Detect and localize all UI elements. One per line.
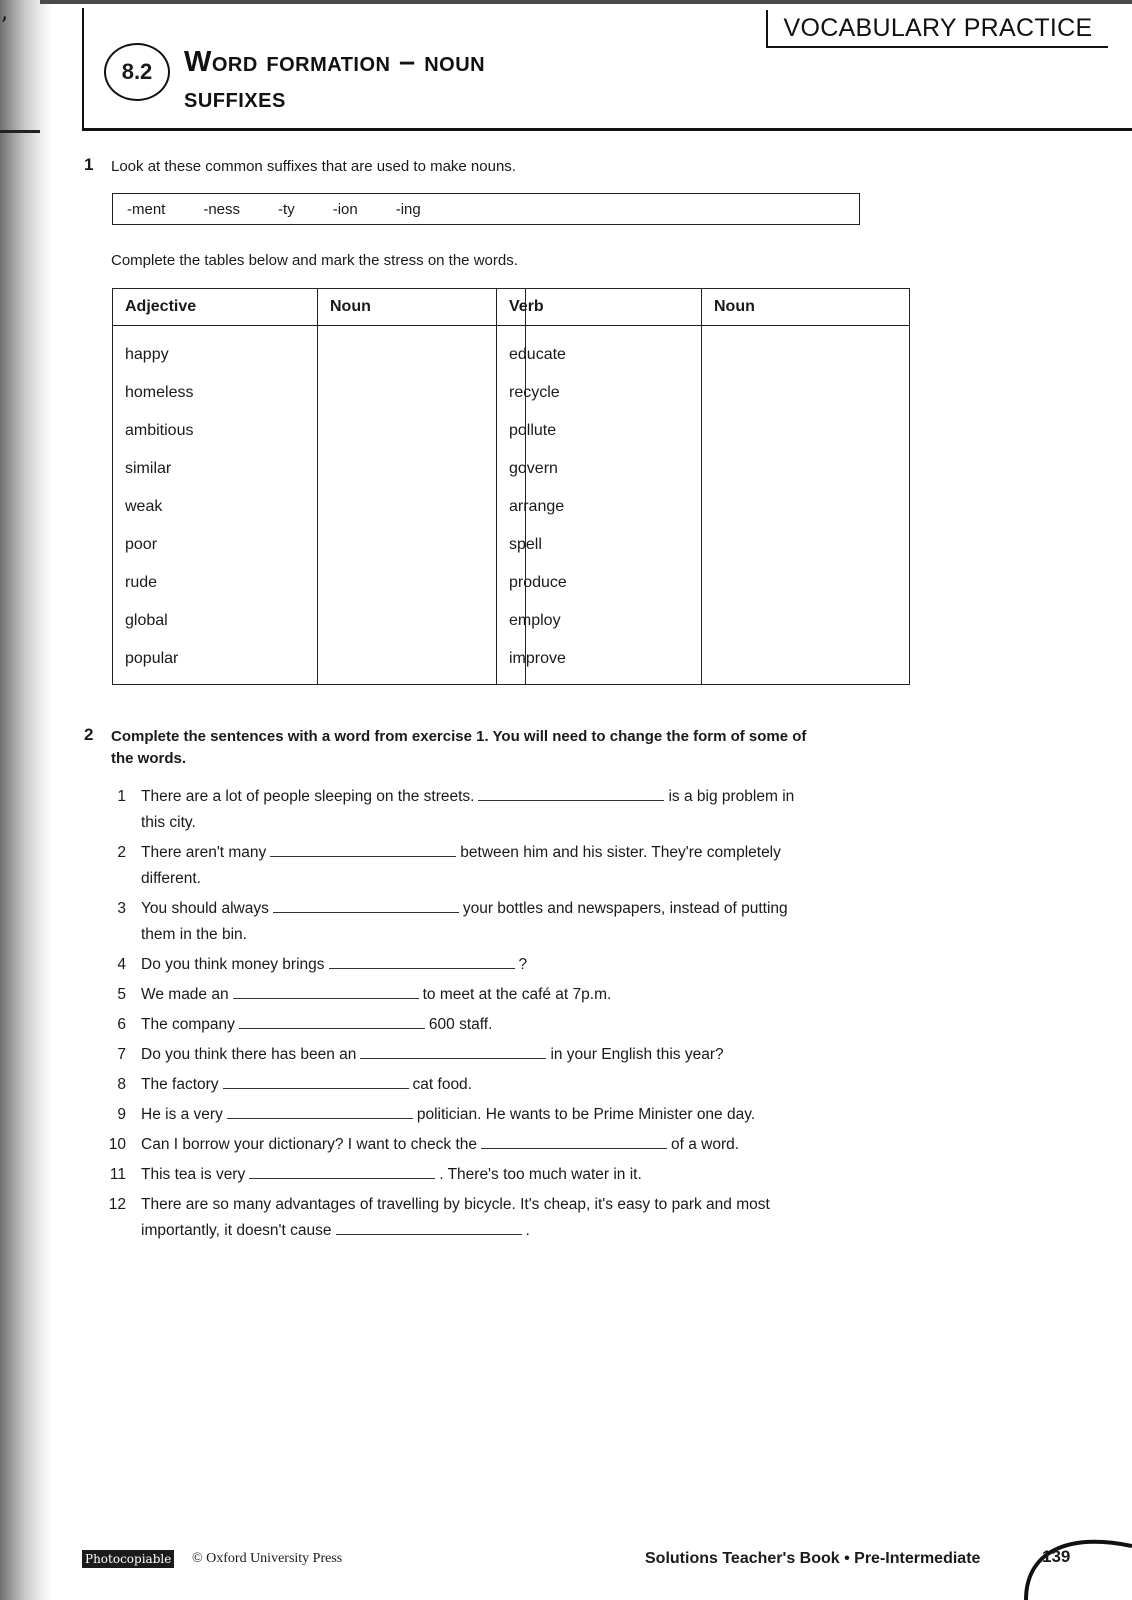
sentence-item bbox=[100, 1192, 860, 1244]
page-edge-mark: ʼ bbox=[0, 14, 7, 39]
exercise-2-instruction bbox=[111, 726, 871, 770]
sentence-text-after: between him and his sister. They're completely bbox=[460, 844, 781, 861]
section-label: VOCABULARY PRACTICE bbox=[766, 10, 1108, 48]
verb-cell: govern bbox=[497, 450, 702, 488]
sentence-text-before: There are a lot of people sleeping on the streets. bbox=[141, 788, 475, 805]
sentence-text-continued: this city. bbox=[141, 814, 196, 831]
sentence-text-continued: different. bbox=[141, 870, 202, 887]
page-edge-rule bbox=[0, 130, 40, 133]
sentence-item bbox=[100, 1132, 860, 1158]
table-row bbox=[497, 374, 910, 412]
sentence-number: 3 bbox=[117, 900, 126, 917]
sentence-text-after: ? bbox=[518, 956, 528, 973]
noun-answer-cell[interactable] bbox=[702, 602, 910, 640]
sentence-item bbox=[100, 840, 860, 892]
table-row bbox=[113, 564, 526, 602]
table-row bbox=[113, 412, 526, 450]
noun-answer-cell[interactable] bbox=[318, 412, 526, 450]
sentence-number: 12 bbox=[108, 1196, 126, 1213]
noun-answer-cell[interactable] bbox=[318, 450, 526, 488]
table-row bbox=[497, 488, 910, 526]
table-row bbox=[497, 564, 910, 602]
noun-answer-cell[interactable] bbox=[702, 564, 910, 602]
answer-blank[interactable] bbox=[360, 1042, 546, 1059]
answer-blank[interactable] bbox=[329, 952, 515, 969]
verb-cell: arrange bbox=[497, 488, 702, 526]
sentence-number: 5 bbox=[117, 986, 126, 1003]
verb-cell: educate bbox=[497, 326, 702, 375]
sentence-item bbox=[100, 784, 860, 836]
sentence-text-continued: them in the bin. bbox=[141, 926, 247, 943]
answer-blank[interactable] bbox=[249, 1162, 435, 1179]
noun-answer-cell[interactable] bbox=[702, 640, 910, 685]
sentence-list bbox=[100, 784, 860, 1248]
table-row bbox=[497, 450, 910, 488]
sentence-number: 8 bbox=[117, 1076, 126, 1093]
unit-number-badge: 8.2 bbox=[104, 43, 170, 101]
adjective-cell: rude bbox=[113, 564, 318, 602]
sentence-text-before: He is a very bbox=[141, 1106, 223, 1123]
sentence-text-before: This tea is very bbox=[141, 1166, 246, 1183]
sentence-number: 2 bbox=[117, 844, 126, 861]
answer-blank[interactable] bbox=[233, 982, 419, 999]
sentence-item bbox=[100, 896, 860, 948]
page-binding-shadow bbox=[0, 0, 52, 1600]
table-row bbox=[113, 488, 526, 526]
verb-cell: recycle bbox=[497, 374, 702, 412]
top-rule bbox=[40, 0, 1132, 4]
verb-cell: spell bbox=[497, 526, 702, 564]
column-header-noun: Noun bbox=[318, 289, 526, 326]
adjective-cell: homeless bbox=[113, 374, 318, 412]
noun-answer-cell[interactable] bbox=[702, 450, 910, 488]
exercise-1-number: 1 bbox=[84, 155, 94, 174]
book-title: Solutions Teacher's Book • Pre-Intermediate bbox=[645, 1550, 981, 1567]
answer-blank[interactable] bbox=[273, 896, 459, 913]
suffix-ing: -ing bbox=[395, 200, 421, 218]
answer-blank[interactable] bbox=[336, 1218, 522, 1235]
answer-blank[interactable] bbox=[270, 840, 456, 857]
table-row bbox=[113, 526, 526, 564]
sentence-item bbox=[100, 1042, 860, 1068]
noun-answer-cell[interactable] bbox=[318, 526, 526, 564]
sentence-text-after: politician. He wants to be Prime Minister one day. bbox=[416, 1106, 756, 1123]
sentence-text-after: cat food. bbox=[412, 1076, 472, 1093]
adjective-cell: happy bbox=[113, 326, 318, 375]
noun-answer-cell[interactable] bbox=[702, 526, 910, 564]
table-row bbox=[113, 326, 526, 375]
sentence-text-before: There aren't many bbox=[141, 844, 267, 861]
exercise-1-instruction: Look at these common suffixes that are used to make nouns. bbox=[111, 158, 516, 175]
sentence-number: 11 bbox=[109, 1166, 126, 1183]
sentence-number: 6 bbox=[117, 1016, 126, 1033]
noun-answer-cell[interactable] bbox=[702, 374, 910, 412]
column-header-noun: Noun bbox=[702, 289, 910, 326]
sentence-text-after: is a big problem in bbox=[668, 788, 795, 805]
sentence-text-before: We made an bbox=[141, 986, 229, 1003]
table-header-row bbox=[497, 289, 910, 326]
noun-answer-cell[interactable] bbox=[318, 374, 526, 412]
sentence-text-before: You should always bbox=[141, 900, 269, 917]
noun-answer-cell[interactable] bbox=[702, 412, 910, 450]
suffix-box bbox=[112, 193, 860, 225]
sentence-item bbox=[100, 1102, 860, 1128]
noun-answer-cell[interactable] bbox=[702, 488, 910, 526]
adjective-cell: similar bbox=[113, 450, 318, 488]
exercise-2-number: 2 bbox=[84, 725, 94, 744]
sentence-text-before: Do you think money brings bbox=[141, 956, 325, 973]
verb-cell: improve bbox=[497, 640, 702, 685]
answer-blank[interactable] bbox=[478, 784, 664, 801]
exercise-2-instruction-line-1: Complete the sentences with a word from exercise 1. You will need to change the form of some of bbox=[111, 728, 807, 745]
table-row bbox=[497, 640, 910, 685]
exercise-2-instruction-line-2: the words. bbox=[111, 750, 187, 767]
sentence-item bbox=[100, 1162, 860, 1188]
sentence-item bbox=[100, 1072, 860, 1098]
table-row bbox=[113, 640, 526, 685]
sentence-text-before: The company bbox=[141, 1016, 235, 1033]
title-line-1: Word formation – noun bbox=[184, 46, 486, 78]
sentence-text-before: Do you think there has been an bbox=[141, 1046, 357, 1063]
adjective-noun-table bbox=[112, 288, 526, 685]
verb-cell: employ bbox=[497, 602, 702, 640]
adjective-cell: popular bbox=[113, 640, 318, 685]
adjective-cell: global bbox=[113, 602, 318, 640]
suffix-ness: -ness bbox=[203, 200, 241, 218]
photocopiable-badge: Photocopiable bbox=[82, 1550, 174, 1568]
answer-blank[interactable] bbox=[239, 1012, 425, 1029]
noun-answer-cell[interactable] bbox=[318, 564, 526, 602]
table-row bbox=[497, 412, 910, 450]
table-row bbox=[113, 374, 526, 412]
exercise-1-instruction-2: Complete the tables below and mark the stress on the words. bbox=[111, 252, 518, 269]
sentence-text-after: to meet at the café at 7p.m. bbox=[422, 986, 612, 1003]
table-row bbox=[113, 602, 526, 640]
sentence-text-before: The factory bbox=[141, 1076, 219, 1093]
sentence-number: 7 bbox=[117, 1046, 126, 1063]
suffix-ty: -ty bbox=[278, 200, 295, 218]
suffix-ment: -ment bbox=[127, 200, 166, 218]
sentence-text-after: . bbox=[525, 1222, 530, 1239]
table-row bbox=[113, 450, 526, 488]
page-number: 139 bbox=[1042, 1547, 1071, 1566]
answer-blank[interactable] bbox=[481, 1132, 667, 1149]
sentence-text-before: There are so many advantages of travelling by bicycle. It's cheap, it's easy to park and most bbox=[141, 1196, 770, 1213]
column-header-adjective: Adjective bbox=[113, 289, 318, 326]
table-row bbox=[497, 526, 910, 564]
sentence-text-after: of a word. bbox=[671, 1136, 740, 1153]
sentence-text-after: . There's too much water in it. bbox=[439, 1166, 642, 1183]
noun-answer-cell[interactable] bbox=[318, 640, 526, 685]
column-header-verb: Verb bbox=[497, 289, 702, 326]
sentence-text-after: your bottles and newspapers, instead of putting bbox=[462, 900, 788, 917]
page-corner-arc bbox=[1024, 1524, 1132, 1600]
adjective-cell: poor bbox=[113, 526, 318, 564]
table-row bbox=[497, 326, 910, 375]
adjective-cell: ambitious bbox=[113, 412, 318, 450]
sentence-text-continued: importantly, it doesn't cause bbox=[141, 1222, 332, 1239]
sentence-number: 10 bbox=[108, 1136, 126, 1153]
sentence-item bbox=[100, 982, 860, 1008]
noun-answer-cell[interactable] bbox=[318, 326, 526, 375]
page-title bbox=[184, 44, 704, 116]
sentence-item bbox=[100, 1012, 860, 1038]
answer-blank[interactable] bbox=[223, 1072, 409, 1089]
title-line-2: suffixes bbox=[184, 82, 286, 114]
adjective-cell: weak bbox=[113, 488, 318, 526]
sentence-text-after: in your English this year? bbox=[550, 1046, 724, 1063]
table-header-row bbox=[113, 289, 526, 326]
suffix-ion: -ion bbox=[332, 200, 358, 218]
sentence-number: 1 bbox=[117, 788, 126, 805]
noun-answer-cell[interactable] bbox=[702, 326, 910, 375]
sentence-text-after: 600 staff. bbox=[428, 1016, 493, 1033]
sentence-text-before: Can I borrow your dictionary? I want to check the bbox=[141, 1136, 477, 1153]
verb-noun-table bbox=[496, 288, 910, 685]
verb-cell: produce bbox=[497, 564, 702, 602]
table-row bbox=[497, 602, 910, 640]
sentence-number: 4 bbox=[117, 956, 126, 973]
answer-blank[interactable] bbox=[227, 1102, 413, 1119]
sentence-number: 9 bbox=[117, 1106, 126, 1123]
noun-answer-cell[interactable] bbox=[318, 488, 526, 526]
sentence-item bbox=[100, 952, 860, 978]
verb-cell: pollute bbox=[497, 412, 702, 450]
noun-answer-cell[interactable] bbox=[318, 602, 526, 640]
publisher-credit: © Oxford University Press bbox=[192, 1551, 343, 1566]
